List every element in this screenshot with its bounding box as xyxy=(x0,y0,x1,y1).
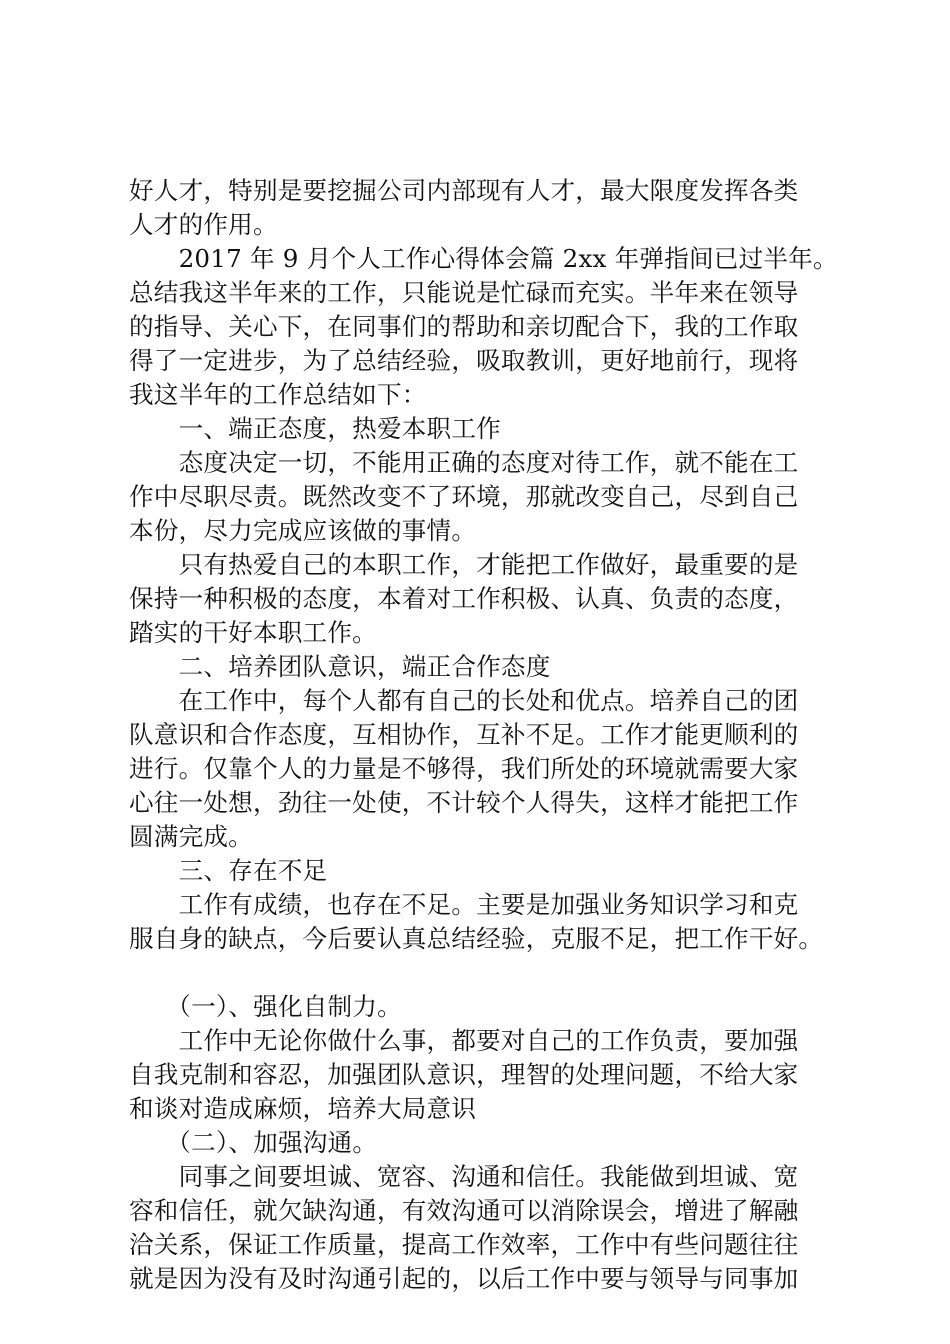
text-line: 和谈对造成麻烦，培养大局意识 xyxy=(129,1094,477,1123)
text-line: 在工作中，每个人都有自己的长处和优点。培养自己的团 xyxy=(129,686,799,715)
text-line: 的指导、关心下，在同事们的帮助和亲切配合下，我的工作取 xyxy=(129,312,799,341)
text-line: 队意识和合作态度，互相协作，互补不足。工作才能更顺利的 xyxy=(129,720,799,749)
text-line: 本份，尽力完成应该做的事情。 xyxy=(129,516,477,545)
text-line: 2017 年 9 月个人工作心得体会篇 2xx 年弹指间已过半年。 xyxy=(129,244,838,273)
text-line: 工作中无论你做什么事，都要对自己的工作负责，要加强 xyxy=(129,1026,799,1055)
text-line: 踏实的干好本职工作。 xyxy=(129,618,377,647)
text-line: 自我克制和容忍，加强团队意识，理智的处理问题，不给大家 xyxy=(129,1060,799,1089)
text-line: 保持一种积极的态度，本着对工作积极、认真、负责的态度， xyxy=(129,584,799,613)
section-heading: 三、存在不足 xyxy=(129,856,328,885)
text-line: 好人才，特别是要挖掘公司内部现有人才，最大限度发挥各类 xyxy=(129,176,799,205)
text-line: 圆满完成。 xyxy=(129,822,253,851)
section-heading: 一、端正态度，热爱本职工作 xyxy=(129,414,501,443)
text-line: 容和信任，就欠缺沟通，有效沟通可以消除误会，增进了解融 xyxy=(129,1196,799,1225)
text-line: 我这半年的工作总结如下： xyxy=(129,380,427,409)
text-line: 总结我这半年来的工作，只能说是忙碌而充实。半年来在领导 xyxy=(129,278,799,307)
text-line: 得了一定进步，为了总结经验，吸取教训，更好地前行，现将 xyxy=(129,346,799,375)
text-line: 进行。仅靠个人的力量是不够得，我们所处的环境就需要大家 xyxy=(129,754,799,783)
section-heading: 二、培养团队意识，端正合作态度 xyxy=(129,652,551,681)
text-line: 作中尽职尽责。既然改变不了环境，那就改变自己，尽到自己 xyxy=(129,482,799,511)
sub-heading: （二）、加强沟通。 xyxy=(129,1128,378,1157)
sub-heading: （一）、强化自制力。 xyxy=(129,992,402,1021)
text-line: 洽关系，保证工作质量，提高工作效率，工作中有些问题往往 xyxy=(129,1230,799,1259)
text-line: 同事之间要坦诚、宽容、沟通和信任。我能做到坦诚、宽 xyxy=(129,1162,799,1191)
text-line: 心往一处想，劲往一处使，不计较个人得失，这样才能把工作 xyxy=(129,788,799,817)
text-line: 服自身的缺点，今后要认真总结经验，克服不足，把工作干好。 xyxy=(129,924,824,953)
text-line: 工作有成绩，也存在不足。主要是加强业务知识学习和克 xyxy=(129,890,799,919)
text-line: 人才的作用。 xyxy=(129,210,278,239)
text-line: 态度决定一切，不能用正确的态度对待工作，就不能在工 xyxy=(129,448,799,477)
text-line: 就是因为没有及时沟通引起的，以后工作中要与领导与同事加 xyxy=(129,1264,799,1293)
text-line: 只有热爱自己的本职工作，才能把工作做好，最重要的是 xyxy=(129,550,799,579)
